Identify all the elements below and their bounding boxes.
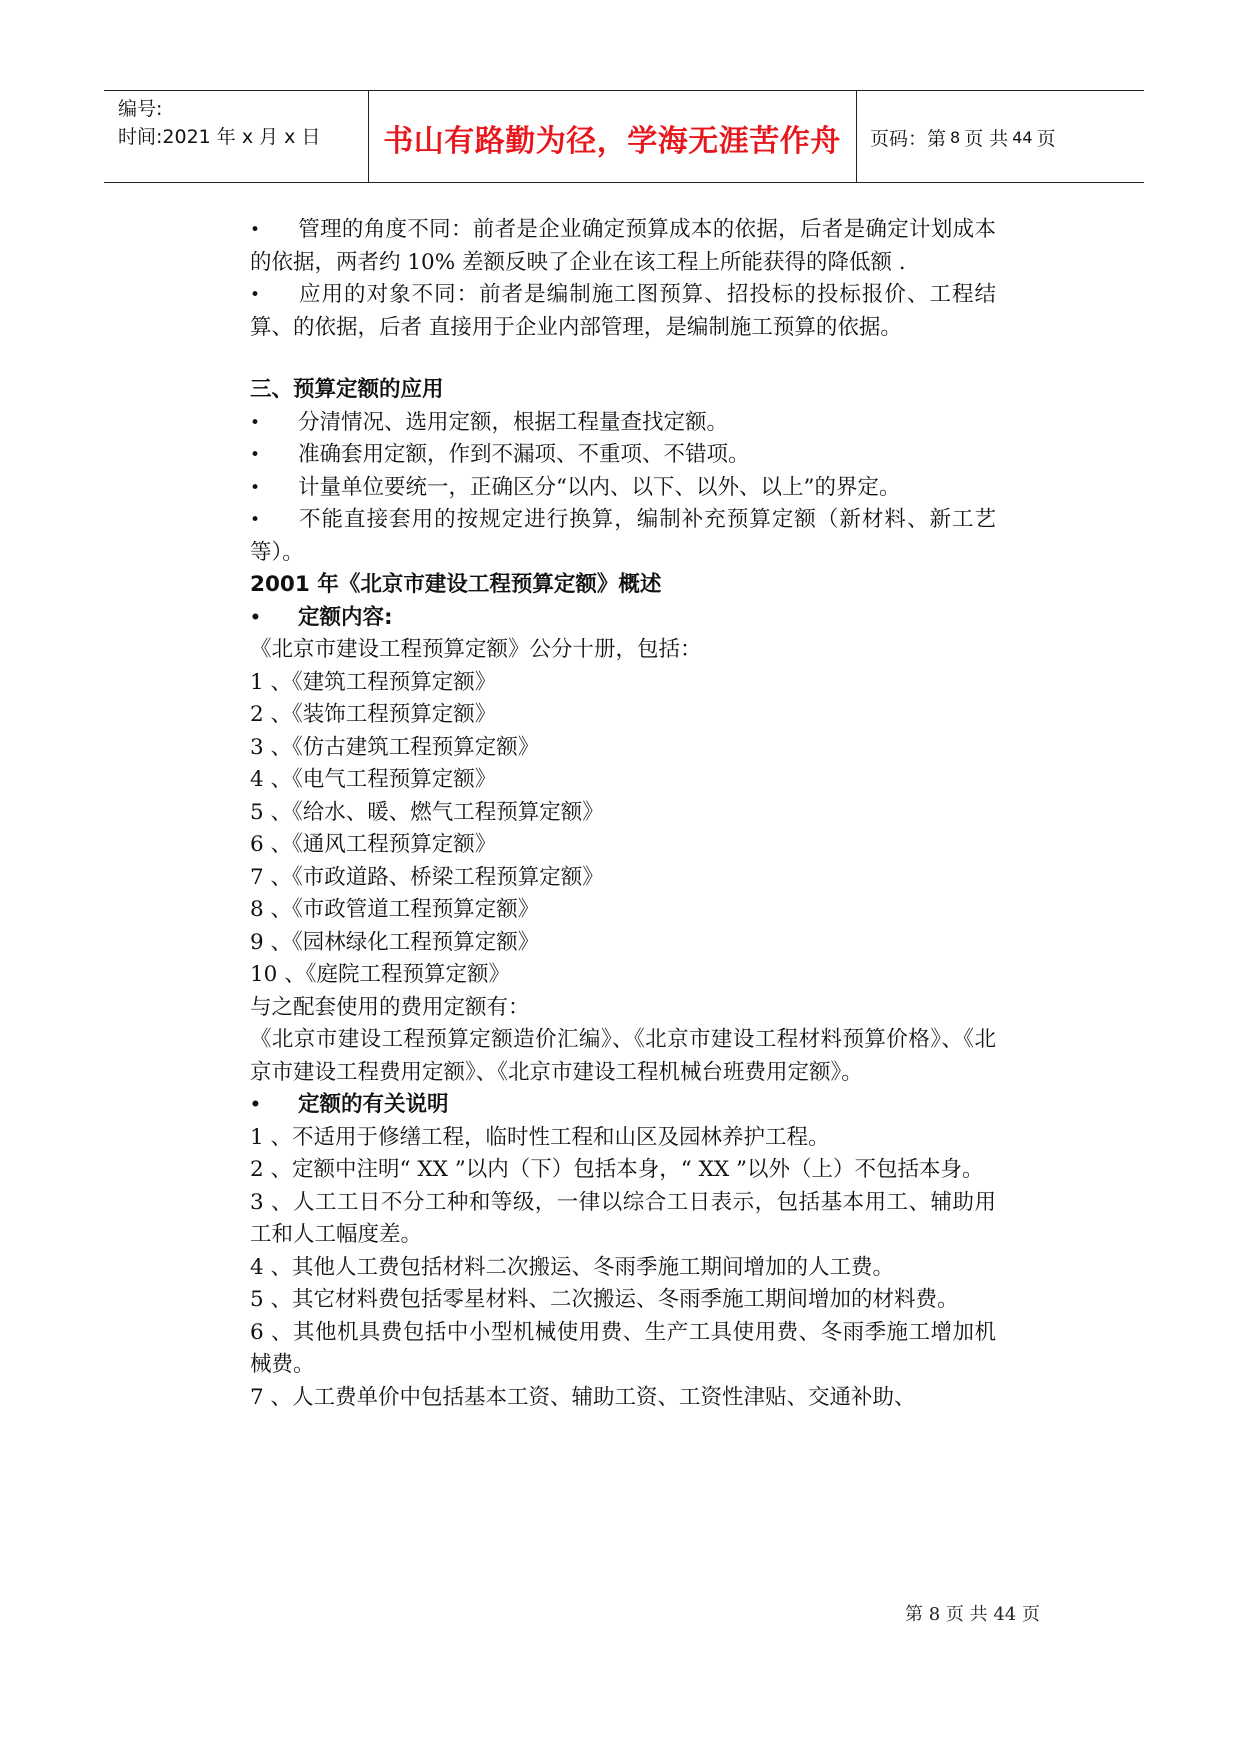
- bullet-item: • 准确套用定额，作到不漏项、不重项、不错项。: [250, 439, 996, 472]
- volume-item: 4 、《电气工程预算定额》: [250, 767, 497, 792]
- document-time-label: 时间:2021 年 x 月 x 日: [118, 126, 321, 148]
- volume-item: 5 、《给水、暖、燃气工程预算定额》: [250, 799, 604, 825]
- volume-item: 2 、《装饰工程预算定额》: [250, 702, 497, 727]
- page-header: [104, 90, 1144, 183]
- bullet-item: • 不能直接套用的按规定进行换算，编制补充预算定额（新材料、新工艺等）。: [250, 504, 996, 569]
- note-item: 3 、人工工日不分工种和等级，一律以综合工日表示，包括基本用工、辅助用工和人工幅度差。: [250, 1189, 996, 1247]
- header-motto: 书山有路勤为径，学海无涯苦作舟: [383, 123, 841, 159]
- fee-list: 《北京市建设工程预算定额造价汇编》、《北京市建设工程材料预算价格》、《北京市建设工程费用定额》、《北京市建设工程机械台班费用定额》。: [250, 1027, 996, 1085]
- section-heading: 2001 年《北京市建设工程预算定额》概述: [250, 572, 662, 597]
- bullet-icon: •: [250, 607, 261, 628]
- page-footer: 第 8 页 共 44 页: [905, 1604, 1040, 1625]
- note-item: 7 、人工费单价中包括基本工资、辅助工资、工资性津贴、交通补助、: [250, 1384, 916, 1410]
- bullet-icon: •: [250, 285, 261, 305]
- bullet-icon: •: [250, 412, 261, 433]
- subsection-heading: • 定额内容:: [250, 602, 996, 635]
- paragraph-management: • 管理的角度不同：前者是企业确定预算成本的依据，后者是确定计划成本的依据，两者约 10% 差额反映了企业在该工程上所能获得的降低额 .: [250, 214, 996, 279]
- header-meta: [118, 95, 320, 151]
- page-mid: 页 共: [964, 128, 1009, 150]
- volumes-intro: 《北京市建设工程预算定额》公分十册，包括：: [250, 637, 702, 662]
- volume-item: 3 、《仿古建筑工程预算定额》: [250, 734, 540, 760]
- page-prefix: 页码：第: [870, 128, 947, 150]
- page-total: 44: [1012, 128, 1033, 147]
- bullet-icon: •: [250, 220, 261, 240]
- volume-item: 6 、《通风工程预算定额》: [250, 832, 497, 857]
- document-number-label: 编号:: [118, 98, 163, 120]
- bullet-icon: •: [250, 477, 261, 498]
- volume-item: 7 、《市政道路、桥梁工程预算定额》: [250, 864, 604, 890]
- paragraph-application-object: • 应用的对象不同：前者是编制施工图预算、招投标的投标报价、工程结算、的依据，后者 直接用于企业内部管理，是编制施工预算的依据。: [250, 279, 996, 344]
- bullet-icon: •: [250, 1095, 261, 1115]
- bullet-icon: •: [250, 445, 261, 465]
- volume-item: 9 、《园林绿化工程预算定额》: [250, 929, 540, 955]
- page-suffix: 页: [1036, 128, 1056, 150]
- bullet-icon: •: [250, 510, 261, 530]
- fee-intro: 与之配套使用的费用定额有：: [250, 994, 530, 1020]
- section-heading: 三、预算定额的应用: [250, 377, 444, 402]
- document-body: [250, 214, 996, 1414]
- note-item: 2 、定额中注明“ XX ”以内（下）包括本身，“ XX ”以外（上）不包括本身。: [250, 1157, 984, 1182]
- page-current: 8: [950, 128, 961, 147]
- note-item: 1 、不适用于修缮工程，临时性工程和山区及园林养护工程。: [250, 1124, 830, 1150]
- volume-item: 1 、《建筑工程预算定额》: [250, 669, 497, 695]
- volume-item: 8 、《市政管道工程预算定额》: [250, 897, 540, 922]
- bullet-item: • 分清情况、选用定额，根据工程量查找定额。: [250, 407, 996, 440]
- paragraph-spacer: [250, 344, 996, 374]
- volume-item: 10 、《庭院工程预算定额》: [250, 962, 510, 987]
- note-item: 4 、其他人工费包括材料二次搬运、冬雨季施工期间增加的人工费。: [250, 1254, 895, 1280]
- note-item: 6 、其他机具费包括中小型机械使用费、生产工具使用费、冬雨季施工增加机械费。: [250, 1319, 996, 1377]
- bullet-item: • 计量单位要统一，正确区分“以内、以下、以外、以上”的界定。: [250, 472, 996, 505]
- note-item: 5 、其它材料费包括零星材料、二次搬运、冬雨季施工期间增加的材料费。: [250, 1287, 959, 1312]
- subsection-heading: • 定额的有关说明: [250, 1089, 996, 1122]
- header-page-number: [856, 91, 1144, 184]
